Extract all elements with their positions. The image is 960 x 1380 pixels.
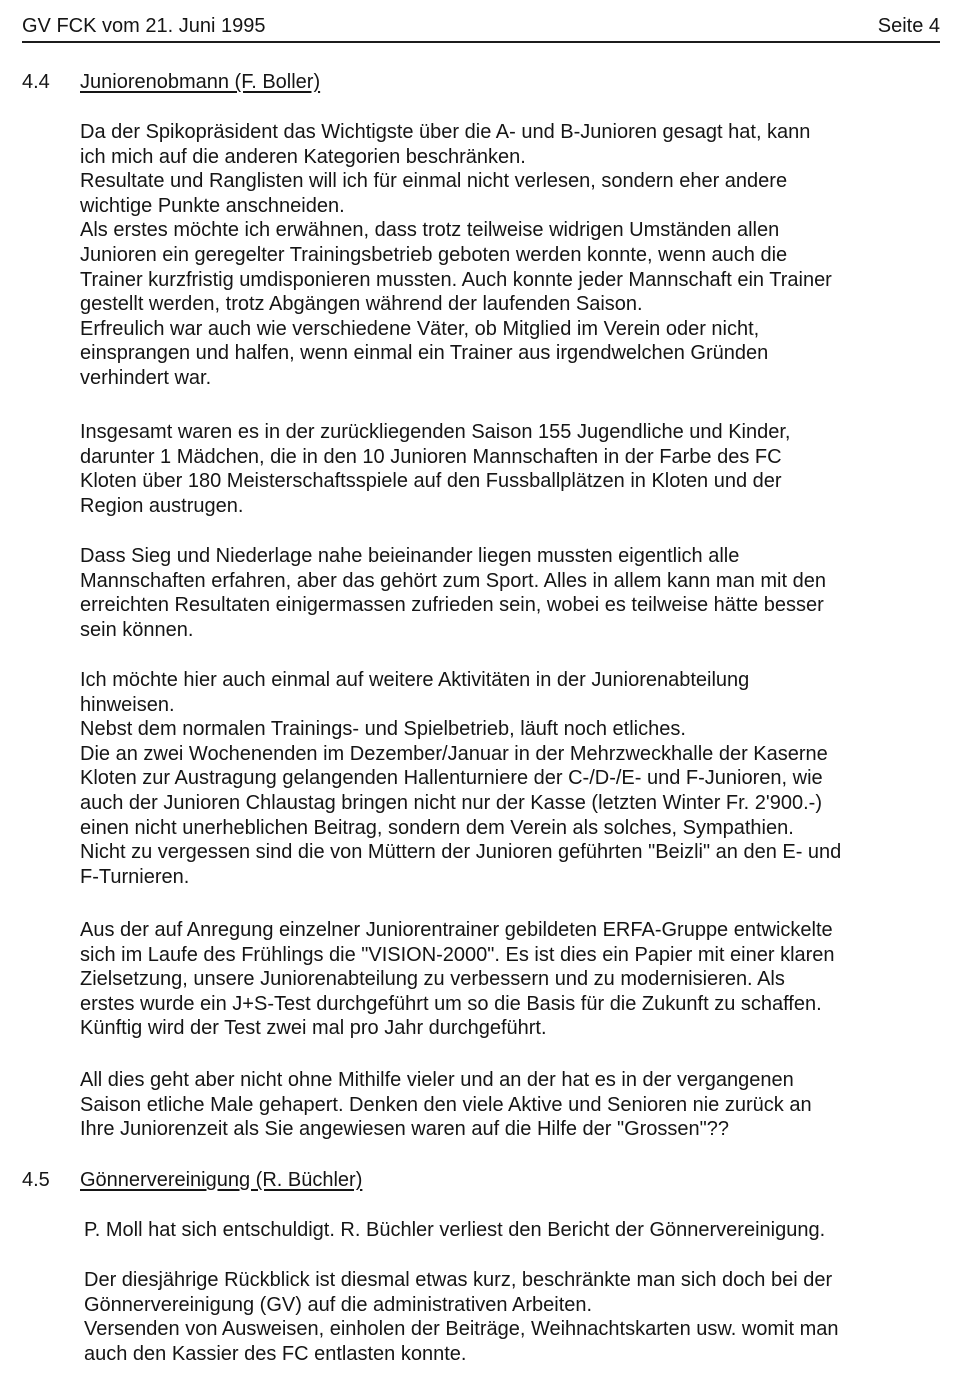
paragraph-line: P. Moll hat sich entschuldigt. R. Büchler verliest den Bericht der Gönnervereinigung. bbox=[84, 1219, 826, 1241]
paragraph-line: F-Turnieren. bbox=[80, 865, 190, 888]
paragraph bbox=[80, 1068, 812, 1142]
section-number: 4.5 bbox=[22, 1169, 50, 1191]
paragraph-line: auch den Kassier des FC entlasten konnte. bbox=[84, 1342, 467, 1365]
paragraph-line: Ich möchte hier auch einmal auf weitere Aktivitäten in der Juniorenabteilung bbox=[80, 669, 750, 691]
paragraph-line: Erfreulich war auch wie verschiedene Väter, ob Mitglied im Verein oder nicht, bbox=[80, 317, 760, 340]
section-number: 4.4 bbox=[22, 71, 50, 93]
paragraph-line: Zielsetzung, unsere Juniorenabteilung zu verbessern und zu modernisieren. Als bbox=[80, 968, 785, 991]
page-number: Seite 4 bbox=[877, 15, 940, 37]
paragraph-line: Nicht zu vergessen sind die von Müttern der Junioren geführten "Beizli" an den E- und bbox=[80, 841, 842, 864]
paragraph-line: wichtige Punkte anschneiden. bbox=[80, 194, 345, 217]
header-title: GV FCK vom 21. Juni 1995 bbox=[22, 15, 266, 37]
section-title: Juniorenobmann (F. Boller) bbox=[80, 71, 321, 93]
paragraph bbox=[80, 544, 826, 642]
paragraph bbox=[80, 120, 832, 391]
paragraph-line: Region austrugen. bbox=[80, 494, 244, 517]
paragraph-line: Gönnervereinigung (GV) auf die administrativen Arbeiten. bbox=[84, 1293, 593, 1316]
paragraph-line: erreichten Resultaten einigermassen zufrieden sein, wobei es teilweise hätte besser bbox=[80, 594, 824, 617]
paragraph-line: erstes wurde ein J+S-Test durchgeführt um so die Basis für die Zukunft zu schaffen. bbox=[80, 992, 822, 1015]
paragraph-line: gestellt werden, trotz Abgängen während der laufenden Saison. bbox=[80, 293, 643, 316]
paragraph-line: Mannschaften erfahren, aber das gehört zum Sport. Alles in allem kann man mit den bbox=[80, 569, 826, 592]
paragraph-line: ich mich auf die anderen Kategorien beschränken. bbox=[80, 145, 526, 168]
paragraph-line: Nebst dem normalen Trainings- und Spielbetrieb, läuft noch etliches. bbox=[80, 718, 686, 741]
paragraph-line: Da der Spikopräsident das Wichtigste über die A- und B-Junioren gesagt hat, kann bbox=[80, 121, 811, 143]
section-title: Gönnervereinigung (R. Büchler) bbox=[80, 1169, 363, 1191]
paragraph bbox=[80, 918, 835, 1041]
paragraph-line: Insgesamt waren es in der zurückliegenden Saison 155 Jugendliche und Kinder, bbox=[80, 421, 791, 443]
paragraph-line: Künftig wird der Test zwei mal pro Jahr durchgeführt. bbox=[80, 1017, 547, 1040]
paragraph-line: sein können. bbox=[80, 618, 194, 641]
paragraph-line: verhindert war. bbox=[80, 366, 212, 389]
paragraph-line: Junioren ein geregelter Trainingsbetrieb geboten werden konnte, wenn auch die bbox=[80, 243, 788, 266]
paragraph-line: Als erstes möchte ich erwähnen, dass trotz teilweise widrigen Umständen allen bbox=[80, 219, 780, 242]
paragraph bbox=[80, 420, 790, 518]
paragraph bbox=[84, 1268, 839, 1366]
paragraph-line: einen nicht unerheblichen Beitrag, sondern dem Verein als solches, Sympathien. bbox=[80, 816, 794, 839]
page-header bbox=[22, 13, 940, 43]
paragraph-line: Versenden von Ausweisen, einholen der Beiträge, Weihnachtskarten usw. womit man bbox=[84, 1318, 839, 1341]
section-heading bbox=[22, 70, 320, 95]
paragraph-line: Saison etliche Male gehapert. Denken den viele Aktive und Senioren nie zurück an bbox=[80, 1093, 812, 1116]
paragraph-line: Die an zwei Wochenenden im Dezember/Januar in der Mehrzweckhalle der Kaserne bbox=[80, 742, 828, 765]
paragraph-line: einsprangen und halfen, wenn einmal ein Trainer aus irgendwelchen Gründen bbox=[80, 342, 769, 365]
paragraph bbox=[84, 1218, 825, 1243]
paragraph-line: Kloten zur Austragung gelangenden Hallenturniere der C-/D-/E- und F-Junioren, wie bbox=[80, 767, 823, 790]
paragraph-line: sich im Laufe des Frühlings die "VISION-2000". Es ist dies ein Papier mit einer klaren bbox=[80, 943, 835, 966]
paragraph-line: Aus der auf Anregung einzelner Juniorentrainer gebildeten ERFA-Gruppe entwickelte bbox=[80, 919, 833, 941]
paragraph-line: Der diesjährige Rückblick ist diesmal etwas kurz, beschränkte man sich doch bei der bbox=[84, 1269, 833, 1291]
paragraph-line: All dies geht aber nicht ohne Mithilfe vieler und an der hat es in der vergangenen bbox=[80, 1069, 794, 1091]
paragraph-line: Trainer kurzfristig umdisponieren mussten. Auch konnte jeder Mannschaft ein Trainer bbox=[80, 268, 832, 291]
paragraph-line: darunter 1 Mädchen, die in den 10 Junioren Mannschaften in der Farbe des FC bbox=[80, 445, 782, 468]
section-heading bbox=[22, 1168, 362, 1193]
paragraph-line: Ihre Juniorenzeit als Sie angewiesen waren auf die Hilfe der "Grossen"?? bbox=[80, 1118, 730, 1141]
paragraph-line: Dass Sieg und Niederlage nahe beieinander liegen mussten eigentlich alle bbox=[80, 545, 740, 567]
paragraph-line: Resultate und Ranglisten will ich für einmal nicht verlesen, sondern eher andere bbox=[80, 170, 788, 193]
paragraph-line: auch der Junioren Chlaustag bringen nicht nur der Kasse (letzten Winter Fr. 2'900.-) bbox=[80, 791, 822, 814]
paragraph-line: hinweisen. bbox=[80, 693, 175, 716]
paragraph bbox=[80, 668, 841, 889]
paragraph-line: Kloten über 180 Meisterschaftsspiele auf den Fussballplätzen in Kloten und der bbox=[80, 470, 782, 493]
